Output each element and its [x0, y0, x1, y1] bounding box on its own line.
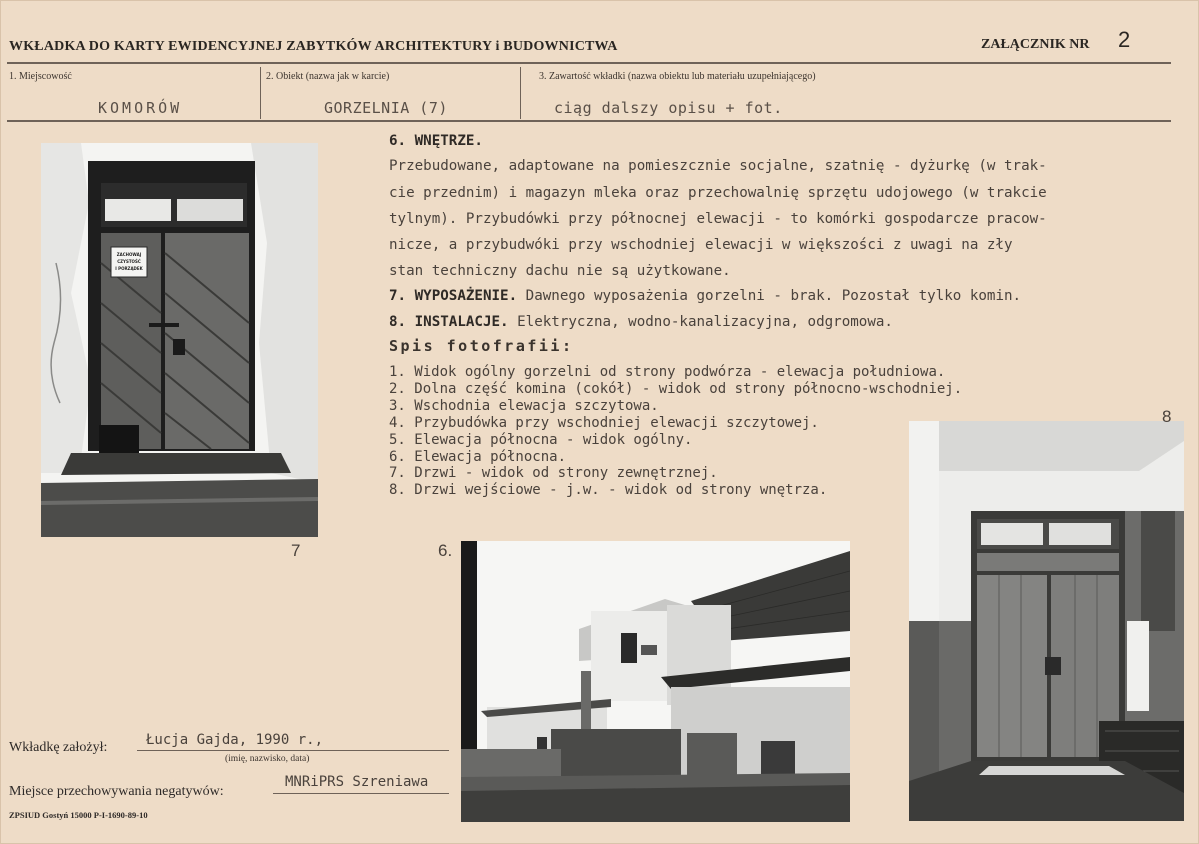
installations-text: Elektryczna, wodno-kanalizacyjna, odgromowa. — [508, 314, 893, 330]
annex-number: 2 — [1118, 27, 1131, 52]
equipment-text: Dawnego wyposażenia gorzelni - brak. Pozostał tylko komin. — [517, 288, 1022, 304]
photo-interior-door — [909, 421, 1184, 821]
field-divider — [520, 67, 521, 119]
field-locality-value: KOMORÓW — [98, 99, 183, 117]
sign-line: I PORZĄDEK — [115, 266, 143, 271]
field-contents-value: ciąg dalszy opisu + fot. — [554, 99, 783, 117]
field-divider — [260, 67, 261, 119]
photo-number-7: 7 — [291, 541, 301, 560]
photo-north-elevation — [461, 541, 850, 822]
photo-list-item: 8. Drzwi wejściowe - j.w. - widok od strony wnętrza. — [389, 482, 828, 499]
photo-list — [389, 364, 962, 499]
sign-line: ZACHOWAJ — [116, 252, 142, 257]
field-object-label: 2. Obiekt (nazwa jak w karcie) — [266, 71, 390, 82]
north-elevation-image — [461, 541, 850, 822]
photo-list-item: 1. Widok ogólny gorzelni od strony podwórza - elewacja południowa. — [389, 364, 946, 380]
door-interior-image — [909, 421, 1184, 821]
photo-list-item: 4. Przybudówka przy wschodniej elewacji szczytowej. — [389, 414, 819, 431]
interior-heading: 6. WNĘTRZE. — [389, 133, 483, 149]
interior-line: Przebudowane, adaptowane na pomieszcznie socjalne, szatnię - dyżurkę (w trak- — [389, 158, 1047, 174]
storage-rule — [273, 793, 449, 794]
photo-list-heading: Spis fotofrafii: — [389, 337, 574, 355]
photo-list-item: 2. Dolna część komina (cokół) - widok od strony północno-wschodniej. — [389, 380, 963, 397]
annex-label: ZAŁĄCZNIK NR — [981, 37, 1090, 52]
photo-list-item: 6. Elewacja północna. — [389, 448, 567, 465]
photo-list-item: 5. Elewacja północna - widok ogólny. — [389, 431, 693, 448]
interior-line: cie przednim) i magazyn mleka oraz przechowalnię sprzętu udojowego (w trakcie — [389, 185, 1047, 201]
storage-label: Miejsce przechowywania negatywów: — [9, 784, 224, 799]
photo-list-item: 3. Wschodnia elewacja szczytowa. — [389, 397, 659, 414]
founded-rule — [137, 750, 449, 751]
installations-paragraph — [389, 313, 893, 332]
field-object-value: GORZELNIA (7) — [324, 99, 448, 117]
field-locality-label: 1. Miejscowość — [9, 71, 72, 82]
storage-value: MNRiPRS Szreniawa — [285, 774, 429, 790]
photo-number-6: 6. — [438, 541, 453, 560]
photo-number-8: 8 — [1162, 407, 1172, 426]
sign-line: CZYSTOŚĆ — [117, 259, 141, 264]
door-sign-text — [111, 251, 147, 272]
card-title: WKŁADKA DO KARTY EWIDENCYJNEJ ZABYTKÓW ARCHITEKTURY i BUDOWNICTWA — [9, 39, 618, 54]
header-rule — [7, 62, 1171, 64]
fields-rule — [7, 120, 1171, 122]
founded-value: Łucja Gajda, 1990 r., — [146, 732, 324, 748]
equipment-paragraph — [389, 287, 1021, 306]
print-info: ZPSIUD Gostyń 15000 P-I-1690-89-10 — [9, 810, 148, 820]
photo-exterior-door — [41, 143, 318, 537]
installations-heading: 8. INSTALACJE. — [389, 314, 509, 330]
photo-list-item: 7. Drzwi - widok od strony zewnętrznej. — [389, 465, 718, 482]
interior-line: tylnym). Przybudówki przy północnej elewacji - to komórki gospodarcze pracow- — [389, 211, 1047, 227]
interior-line: nicze, a przybudwóki przy wschodniej elewacji w większości z uwagi na zły — [389, 237, 1013, 253]
door-exterior-image — [41, 143, 318, 537]
interior-line: stan techniczny dachu nie są użytkowane. — [389, 263, 731, 279]
founded-label: Wkładkę założył: — [9, 740, 108, 755]
field-contents-label: 3. Zawartość wkładki (nazwa obiektu lub materiału uzupełniającego) — [539, 71, 816, 82]
equipment-heading: 7. WYPOSAŻENIE. — [389, 288, 518, 304]
founded-sub: (imię, nazwisko, data) — [225, 754, 310, 764]
